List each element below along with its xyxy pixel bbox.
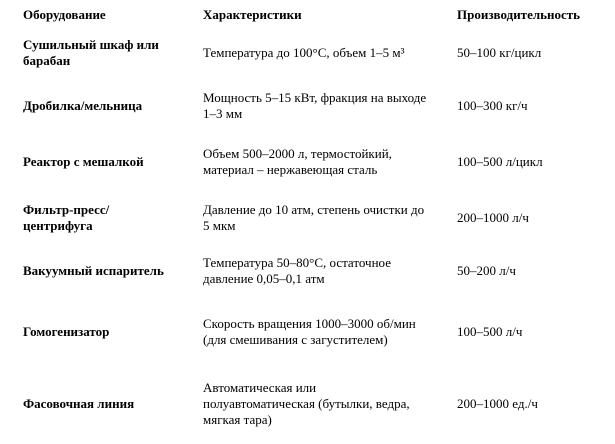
performance-cell: 100–500 л/цикл	[457, 154, 543, 169]
header-equipment: Оборудование	[23, 7, 106, 22]
equipment-cell: Сушильный шкаф или барабан	[23, 37, 159, 68]
equipment-cell: Дробилка/мельница	[23, 98, 143, 113]
characteristics-cell: Скорость вращения 1000–3000 об/мин (для смешивания с загустителем)	[203, 316, 416, 347]
equipment-cell: Гомогенизатор	[23, 324, 110, 339]
equipment-cell: Фильтр-пресс/центрифуга	[23, 202, 110, 233]
performance-cell: 100–300 кг/ч	[457, 98, 528, 113]
characteristics-cell: Давление до 10 атм, степень очистки до 5 мкм	[203, 202, 425, 233]
equipment-cell: Фасовочная линия	[23, 396, 135, 411]
table-header-row	[0, 0, 615, 28]
table-row	[0, 190, 615, 246]
table-row	[0, 28, 615, 78]
equipment-cell: Реактор с мешалкой	[23, 154, 144, 169]
characteristics-cell: Температура до 100°C, объем 1–5 м³	[203, 45, 405, 60]
header-characteristics: Характеристики	[203, 7, 302, 22]
performance-cell: 50–100 кг/цикл	[457, 45, 542, 60]
characteristics-cell: Температура 50–80°C, остаточное давление 0,05–0,1 атм	[203, 255, 391, 286]
table-row	[0, 368, 615, 440]
performance-cell: 200–1000 л/ч	[457, 210, 529, 225]
characteristics-cell: Автоматическая или полуавтоматическая (бутылки, ведра, мягкая тара)	[203, 380, 410, 427]
equipment-cell: Вакуумный испаритель	[23, 263, 164, 278]
characteristics-cell: Мощность 5–15 кВт, фракция на выходе 1–3 мм	[203, 90, 427, 121]
header-performance: Производительность	[457, 7, 581, 22]
performance-cell: 200–1000 ед./ч	[457, 396, 538, 411]
table-row	[0, 296, 615, 368]
table-row	[0, 246, 615, 296]
table-row	[0, 78, 615, 134]
performance-cell: 50–200 л/ч	[457, 263, 516, 278]
table-row	[0, 134, 615, 190]
characteristics-cell: Объем 500–2000 л, термостойкий, материал – нержавеющая сталь	[203, 146, 392, 177]
performance-cell: 100–500 л/ч	[457, 324, 523, 339]
